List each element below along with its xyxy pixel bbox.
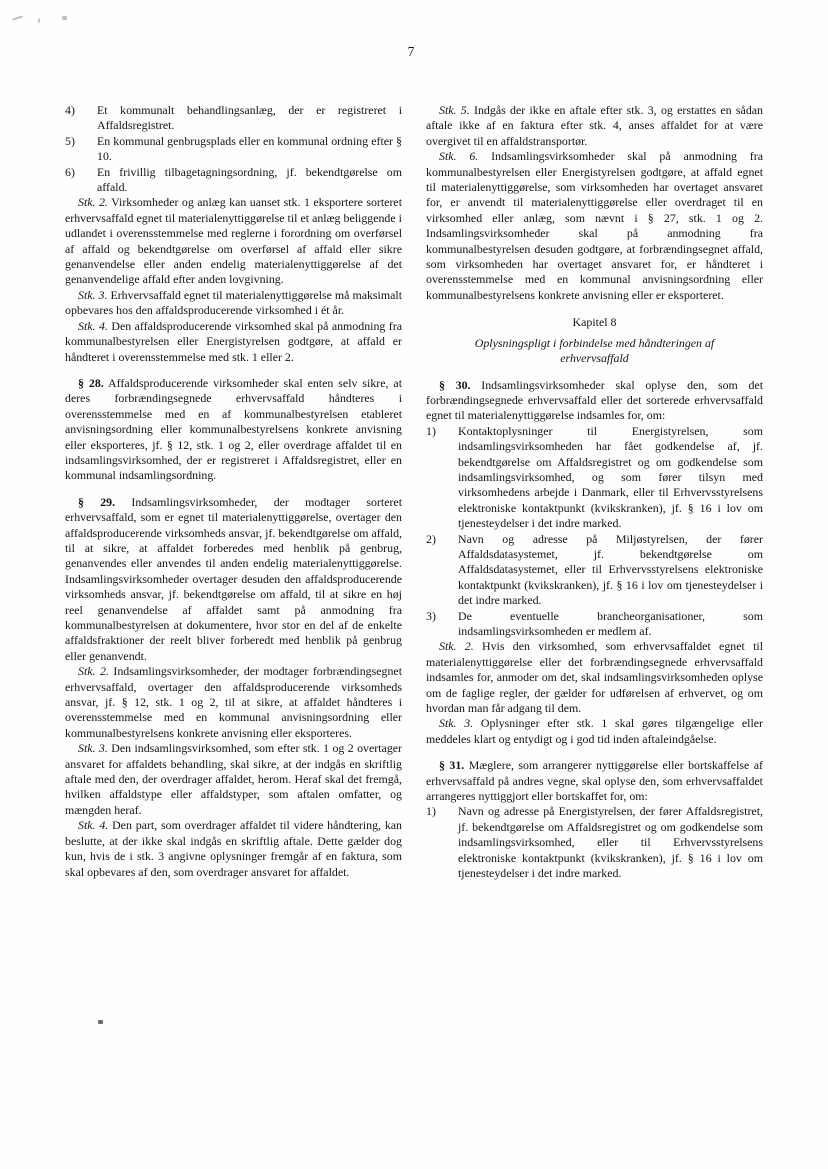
section-lead: § 28. bbox=[78, 375, 104, 390]
chapter-number: Kapitel 8 bbox=[572, 315, 617, 330]
scan-artifact bbox=[62, 16, 67, 20]
stk-lead: Stk. 6. bbox=[439, 149, 479, 164]
list-item-marker: 3) bbox=[426, 608, 436, 623]
chapter-title: Oplysningspligt i forbindelse med håndteringen af erhvervsaffald bbox=[474, 335, 715, 366]
list-item-marker: 1) bbox=[426, 804, 436, 819]
stk-lead: Stk. 3. bbox=[78, 287, 108, 302]
document-content bbox=[65, 103, 763, 882]
section-lead: § 31. bbox=[439, 758, 465, 773]
list-item-marker: 5) bbox=[65, 133, 75, 148]
column-left bbox=[65, 103, 402, 882]
list-item bbox=[426, 532, 763, 609]
list-item-text: De eventuelle brancheorganisationer, som indsamlingsvirksomheden er medlem af. bbox=[458, 608, 763, 638]
stk-paragraph: Stk. 3. Oplysninger efter stk. 1 skal gøres tilgængelige eller meddeles klart og entydigt og i god tid inden aftaleindgåelse. bbox=[426, 716, 763, 746]
stk-paragraph: Stk. 4. Den affaldsproducerende virksomhed skal på anmodning fra kommunalbestyrelsen eller Energistyrelsen godtgøre, at affald er håndteret i overensstemmelse med stk. 1 eller 2. bbox=[65, 318, 402, 364]
list-item-text: Kontaktoplysninger til Energistyrelsen, som indsamlingsvirksomheden har fået godkendelse af, jf. bekendtgørelse om Affaldsregistret og om godkendelse som indsamlingsvirksomhed, og som fører tilsyn med virksomhedens arbejde i Danmark, eller til Erhvervsstyrelsens elektroniske kontaktpunkt (kvikskranken), jf. § 16 i lov om tjenesteydelser i det indre marked. bbox=[458, 423, 763, 531]
section-lead: § 29. bbox=[78, 494, 116, 509]
list-item bbox=[65, 165, 402, 196]
stk-paragraph: Stk. 2. Virksomheder og anlæg kan uanset stk. 1 eksportere sorteret erhvervsaffald egnet til materialenyttiggørelse til et anlæg beliggende i udlandet i overensstemmelse med reglerne i forordning om overførsel af affald og bekendtgørelse om overførsel af affald eller sikre genanvendelse eller anden endelig materialenyttiggørelse af det genanvendelige affald efter anden lovgivning. bbox=[65, 195, 403, 287]
list-item bbox=[426, 804, 763, 881]
stk-paragraph: Stk. 4. Den part, som overdrager affaldet til videre håndtering, kan beslutte, at der ikke skal indgås en skriftlig aftale. Dette gælder dog kun, hvis de i stk. 3 angivne oplysninger fremgår af en faktura, som skal opbevares af den, som overdrager ansvaret for affaldet. bbox=[65, 818, 402, 879]
section-paragraph: § 28. Affaldsproducerende virksomheder skal enten selv sikre, at deres forbrændingsegnede erhvervsaffald håndteres i overensstemmelse med en af kommunalbestyrelsen etableret anvisningsordning eller kommunalbestyrelsens konkrete anvisning eller eksporteres, jf. § 12, stk. 1 og 2, eller overdrage affaldet til en indsamlingsvirksomhed, der er registreret i Affaldsregistret, eller en kommunal indsamlingsordning. bbox=[65, 375, 403, 483]
list-item-marker: 1) bbox=[426, 423, 436, 438]
scan-artifact bbox=[38, 18, 41, 23]
list-item-text: En frivillig tilbagetagningsordning, jf. bekendtgørelse om affald. bbox=[97, 164, 402, 195]
stk-paragraph: Stk. 3. Erhvervsaffald egnet til materialenyttiggørelse må maksimalt opbevares hos den affaldsproducerende virksomhed i ét år. bbox=[65, 287, 402, 318]
stk-paragraph: Stk. 3. Den indsamlingsvirksomhed, som efter stk. 1 og 2 overtager ansvaret for affaldets behandling, skal sikre, at der indgås en skriftlig aftale med den, der overdrager affaldet, herom. Heraf skal det fremgå, hvilken affaldstype eller affaldstyper, som aftalen omfatter, og mængden heraf. bbox=[65, 741, 402, 817]
scan-artifact bbox=[98, 1020, 103, 1024]
stk-lead: Stk. 3. bbox=[78, 741, 108, 756]
section-paragraph: § 30. Indsamlingsvirksomheder skal oplyse den, som det forbrændingsegnede erhvervsaffald eller det sorterede erhvervsaffald egnet til materialenyttiggørelse indsamles for, om: bbox=[426, 377, 763, 423]
stk-lead: Stk. 4. bbox=[78, 318, 108, 333]
stk-lead: Stk. 5. bbox=[439, 103, 470, 117]
list-item bbox=[65, 103, 402, 134]
list-item-marker: 6) bbox=[65, 164, 75, 179]
stk-lead: Stk. 2. bbox=[78, 195, 108, 210]
list-item-text: Et kommunalt behandlingsanlæg, der er registreret i Affaldsregistret. bbox=[97, 103, 402, 133]
section-lead: § 30. bbox=[439, 377, 471, 392]
stk-paragraph: Stk. 5. Indgås der ikke en aftale efter stk. 3, og erstattes en sådan aftale ikke af en faktura efter stk. 4, anses affaldet for at være overgivet til en affaldstransportør. bbox=[426, 103, 763, 148]
list-item-marker: 2) bbox=[426, 531, 436, 546]
section-paragraph: § 31. Mæglere, som arrangerer nyttiggørelse eller bortskaffelse af erhvervsaffald på andres vegne, skal oplyse den, som erhvervsaffaldet arrangeres nyttiggjort eller bortskaffet for, om: bbox=[426, 758, 763, 804]
page-number: 7 bbox=[407, 44, 415, 59]
list-item-marker: 4) bbox=[65, 103, 75, 117]
stk-paragraph: Stk. 2. Hvis den virksomhed, som erhvervsaffaldet egnet til materialenyttiggørelse eller det forbrændingsegnede erhvervsaffald indsamles for, anmoder om det, skal indsamlingsvirksomheden oplyse om de faglige regler, der gælder for udførelsen af erhvervet, og om hvordan man får adgang til dem. bbox=[426, 639, 763, 716]
list-item bbox=[65, 134, 402, 165]
list-item-text: Navn og adresse på Miljøstyrelsen, der fører Affaldsdatasystemet, jf. bekendtgørelse om Affaldsdatasystemet, eller til Erhvervsstyrelsens elektroniske kontaktpunkt (kvikskranken), jf. § 16 i lov om tjenesteydelser i det indre marked. bbox=[458, 531, 763, 608]
column-right bbox=[426, 103, 763, 882]
chapter-heading-block bbox=[426, 315, 763, 366]
list-item bbox=[426, 609, 763, 640]
stk-paragraph: Stk. 6. Indsamlingsvirksomheder skal på anmodning fra kommunalbestyrelsen eller Energistyrelsen godtgøre, at affald egnet til materialenyttiggørelse, som virksomheden har overtaget ansvaret for, er anvendt til materialenyttiggørelse eller overdraget til en virksomhed eller anlæg, som nævnt i § 27, stk. 1 og 2. Indsamlingsvirksomheder skal på anmodning fra kommunalbestyrelsen desuden godtgøre, at forbrændingsegnet affald, som virksomheden har overtaget ansvaret for, er håndteret i overensstemmelse med en kommunal anvisningsordning eller kommunalbestyrelsens konkrete anvisning eller er eksporteret. bbox=[426, 149, 763, 302]
section-paragraph: § 29. Indsamlingsvirksomheder, der modtager sorteret erhvervsaffald, som er egnet til materialenyttiggørelse, overtager den affaldsproducerende virksomheds ansvar, jf. bekendtgørelse om affald, til at sikre, at affaldet forberedes med henblik på genbrug, genanvendes eller anvendes til anden endelig materialenyttiggørelse. Indsamlingsvirksomheder overtager desuden den affaldsproducerende virksomheds ansvar, jf. bekendtgørelse om affald, til at sikre en høj reel genanvendelse af affaldet samt på anmodning fra kommunalbestyrelsen at dokumentere, hvor stor en del af de enkelte affaldsfraktioner der reelt bliver forberedt med henblik på genbrug eller genanvendt. bbox=[65, 494, 403, 663]
stk-lead: Stk. 4. bbox=[78, 818, 109, 833]
stk-lead: Stk. 2. bbox=[439, 639, 474, 654]
list-item bbox=[426, 424, 763, 532]
stk-paragraph: Stk. 2. Indsamlingsvirksomheder, der modtager forbrændingsegnet erhvervsaffald, overtager den affaldsproducerende virksomheds ansvar, jf. § 12, stk. 1 og 2, til at sikre, at affaldet håndteres i overensstemmelse med en kommunal anvisningsordning eller kommunalbestyrelsens konkrete anvisning eller eksporteres. bbox=[65, 664, 402, 740]
list-item-text: Navn og adresse på Energistyrelsen, der fører Affaldsregistret, jf. bekendtgørelse om Affaldsregistret og om godkendelse som indsamlingsvirksomhed, eller til Erhvervsstyrelsens elektroniske kontaktpunkt (kvikskranken), jf. § 16 i lov om tjenesteydelser i det indre marked. bbox=[458, 804, 763, 881]
stk-lead: Stk. 2. bbox=[78, 664, 109, 679]
list-item-text: En kommunal genbrugsplads eller en kommunal ordning efter § 10. bbox=[97, 133, 402, 164]
scan-artifact bbox=[12, 15, 23, 20]
stk-lead: Stk. 3. bbox=[439, 716, 474, 731]
